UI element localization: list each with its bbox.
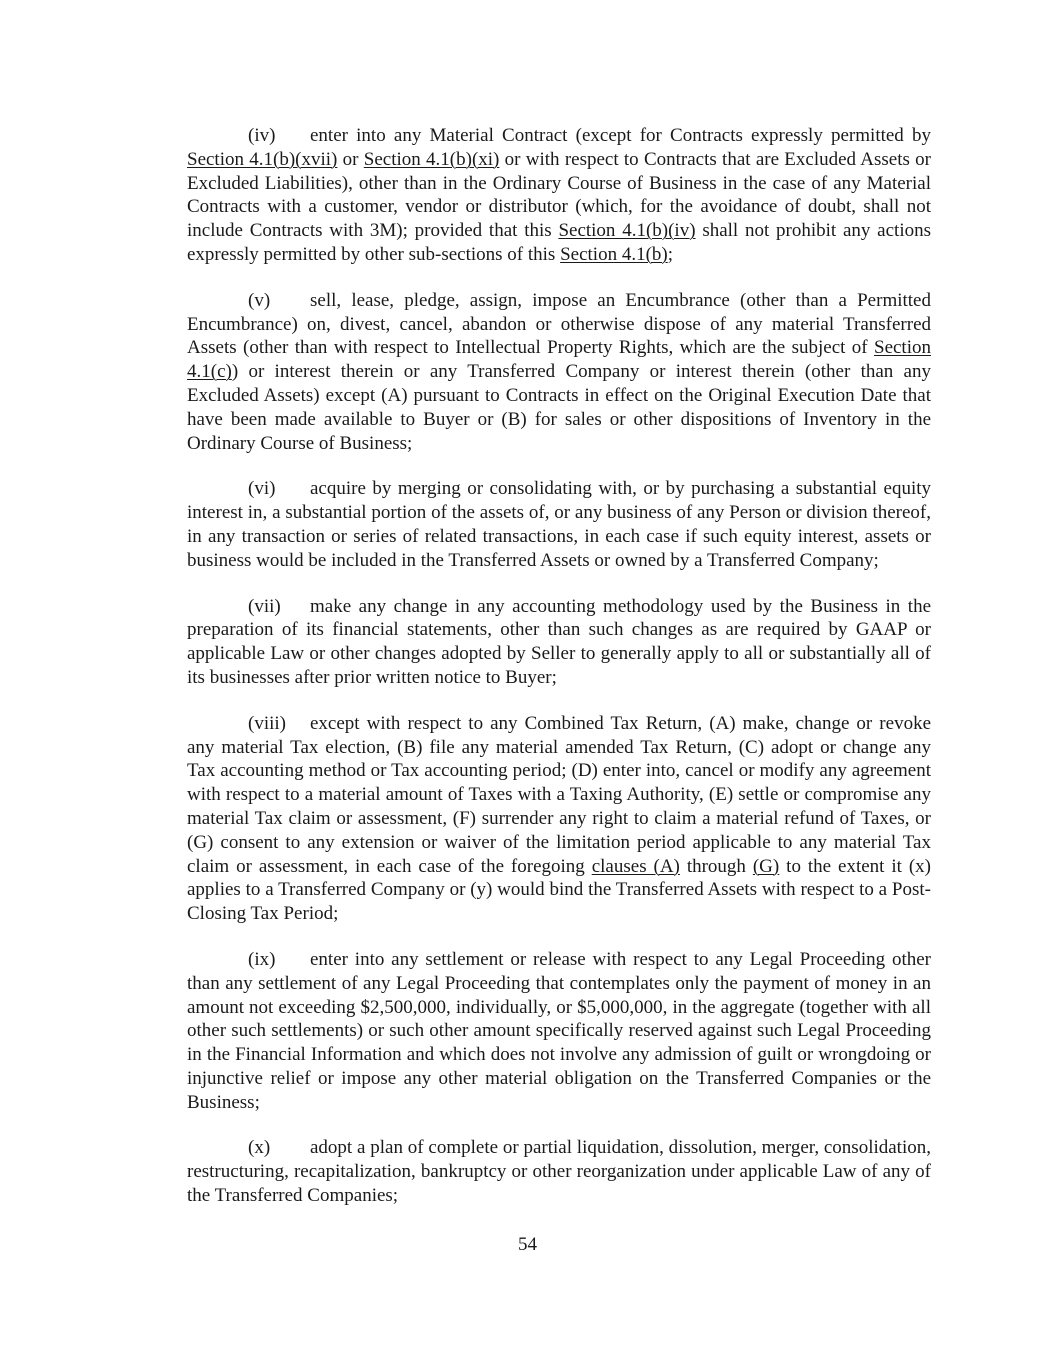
clause-reference: (G) xyxy=(752,855,780,877)
clause-text: or xyxy=(337,148,364,170)
section-reference: Section 4.1(b)(iv) xyxy=(558,220,696,242)
clause-number: (iv) xyxy=(248,125,276,146)
clause-text: acquire by merging or consolidating with, or by purchasing a substantial equity interest in, a substantial portion of the assets of, or any business of any Person or division thereof, in any transaction or series of related transactions, in each case if such equity interest, assets or business would be included in the Transferred Assets or owned by a Transferred Company; xyxy=(187,478,931,571)
clause-x xyxy=(187,1136,931,1207)
clause-number: (ix) xyxy=(248,948,276,970)
document-body xyxy=(187,124,931,1230)
section-reference: Section 4.1(b)(xvii) xyxy=(187,148,338,170)
clause-ix xyxy=(187,948,931,1115)
clause-text: ) or interest therein or any Transferred Company or interest therein (other than any Excluded Assets) except (A) pursuant to Contracts in effect on the Original Execution Date that have been made available to Buyer or (B) for sales or other dispositions of Inventory in the Ordinary Course of Business; xyxy=(187,361,931,454)
clause-text: through xyxy=(679,855,753,877)
clause-text: or with respect to Contracts that are Excluded Assets or Excluded Liabilities), other than in the Ordinary Course of Business in the case of any Material Contracts with a customer, vendor or distributor (which, for the avoidance of doubt, shall not include Contracts with 3M); provided that this xyxy=(187,148,932,242)
clause-number: (v) xyxy=(248,289,271,311)
clause-number: (x) xyxy=(248,1137,271,1159)
clause-v xyxy=(187,289,931,456)
clause-text: except with respect to any Combined Tax Return, (A) make, change or revoke any material Tax election, (B) file any material amended Tax Return, (C) adopt or change any Tax accounting method or Tax accounting period; (D) enter into, cancel or modify any agreement with respect to a material amount of Taxes with a Taxing Authority, (E) settle or compromise any material Tax claim or assessment, (F) surrender any right to claim a material refund of Taxes, or (G) consent to any extension or waiver of the limitation period applicable to any material Tax claim or assessment, in each case of the foregoing xyxy=(187,712,931,877)
clause-text: ; xyxy=(667,243,674,265)
clause-reference: clauses (A) xyxy=(591,855,680,877)
clause-number: (vii) xyxy=(248,595,281,617)
clause-vii xyxy=(187,595,931,690)
clause-viii xyxy=(187,712,931,926)
clause-text: to the extent it (x) applies to a Transferred Company or (y) would bind the Transferred Assets with respect to a Post-Closing Tax Period; xyxy=(187,855,931,925)
clause-number: (vi) xyxy=(248,478,276,500)
clause-text: shall not prohibit any actions expressly permitted by other sub-sections of this xyxy=(187,220,932,265)
section-reference: Section 4.1(c) xyxy=(187,337,931,383)
clause-text: make any change in any accounting methodology used by the Business in the preparation of its financial statements, other than such changes as are required by GAAP or applicable Law or other changes adopted by Seller to generally apply to all or substantially all of its businesses after prior written notice to Buyer; xyxy=(187,595,931,688)
clause-number: (viii) xyxy=(248,712,286,734)
section-reference: Section 4.1(b) xyxy=(560,243,668,265)
clause-text: adopt a plan of complete or partial liquidation, dissolution, merger, consolidation, restructuring, recapitalization, bankruptcy or other reorganization under applicable Law of any of the Transferred Companies; xyxy=(187,1137,931,1207)
clause-text: enter into any Material Contract (except for Contracts expressly permitted by xyxy=(310,125,931,146)
section-reference: Section 4.1(b)(xi) xyxy=(363,148,500,170)
page-number: 54 xyxy=(518,1234,537,1255)
clause-text: enter into any settlement or release with respect to any Legal Proceeding other than any settlement of any Legal Proceeding that contemplates only the payment of money in an amount not exceeding $2,500,000, individually, or $5,000,000, in the aggregate (together with all other such settlements) or such other amount specifically reserved against such Legal Proceeding in the Financial Information and which does not involve any admission of guilt or wrongdoing or injunctive relief or impose any other material obligation on the Transferred Companies or the Business; xyxy=(187,948,931,1113)
clause-vi xyxy=(187,477,931,572)
clause-iv xyxy=(187,124,931,267)
clause-text: sell, lease, pledge, assign, impose an Encumbrance (other than a Permitted Encumbrance) on, divest, cancel, abandon or otherwise dispose of any material Transferred Assets (other than with respect to Intellectual Property Rights, which are the subject of xyxy=(187,289,931,359)
